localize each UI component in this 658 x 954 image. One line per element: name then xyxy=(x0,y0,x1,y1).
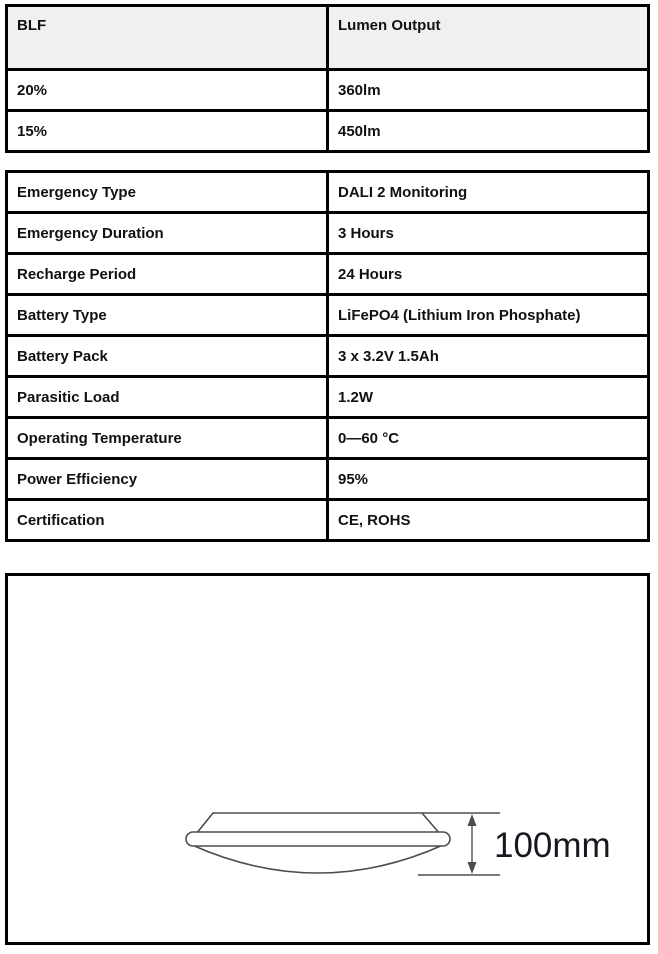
dimension-arrowhead-down xyxy=(468,862,477,874)
spec-label-cell: Operating Temperature xyxy=(7,418,328,459)
spec-value-cell: 24 Hours xyxy=(328,254,649,295)
spec-label-cell: Battery Type xyxy=(7,295,328,336)
blf-table-header-row xyxy=(7,6,649,70)
height-dimension-label: 100mm xyxy=(494,826,611,865)
fixture-base-outline xyxy=(196,813,440,834)
table-row xyxy=(7,111,649,152)
table-row xyxy=(7,459,649,500)
fixture-dimension-drawing xyxy=(8,576,647,942)
spec-value-cell: 3 x 3.2V 1.5Ah xyxy=(328,336,649,377)
ceiling-light-fixture-drawing xyxy=(186,813,450,873)
spec-label-cell: Battery Pack xyxy=(7,336,328,377)
spec-value-cell: CE, ROHS xyxy=(328,500,649,541)
spec-value-cell: DALI 2 Monitoring xyxy=(328,172,649,213)
table-row xyxy=(7,377,649,418)
table-row xyxy=(7,418,649,459)
spec-value-cell: LiFePO4 (Lithium Iron Phosphate) xyxy=(328,295,649,336)
dimension-diagram-box xyxy=(5,573,650,945)
lumen-value-cell: 360lm xyxy=(328,70,649,111)
table-row xyxy=(7,172,649,213)
table-row xyxy=(7,70,649,111)
blf-column-header: BLF xyxy=(7,6,328,70)
spec-label-cell: Emergency Duration xyxy=(7,213,328,254)
spec-label-cell: Emergency Type xyxy=(7,172,328,213)
table-row xyxy=(7,254,649,295)
fixture-trim-ring xyxy=(186,832,450,846)
dimension-arrowhead-up xyxy=(468,814,477,826)
spec-value-cell: 1.2W xyxy=(328,377,649,418)
spec-label-cell: Parasitic Load xyxy=(7,377,328,418)
table-row xyxy=(7,336,649,377)
lumen-output-column-header: Lumen Output xyxy=(328,6,649,70)
table-row xyxy=(7,500,649,541)
table-row xyxy=(7,295,649,336)
spec-value-cell: 0—60 °C xyxy=(328,418,649,459)
blf-value-cell: 15% xyxy=(7,111,328,152)
fixture-diffuser-arc xyxy=(192,845,443,873)
spec-value-cell: 3 Hours xyxy=(328,213,649,254)
emergency-spec-table xyxy=(5,170,650,542)
lumen-value-cell: 450lm xyxy=(328,111,649,152)
blf-lumen-table xyxy=(5,4,650,153)
table-row xyxy=(7,213,649,254)
spec-label-cell: Power Efficiency xyxy=(7,459,328,500)
spec-label-cell: Certification xyxy=(7,500,328,541)
spec-label-cell: Recharge Period xyxy=(7,254,328,295)
blf-value-cell: 20% xyxy=(7,70,328,111)
spec-value-cell: 95% xyxy=(328,459,649,500)
